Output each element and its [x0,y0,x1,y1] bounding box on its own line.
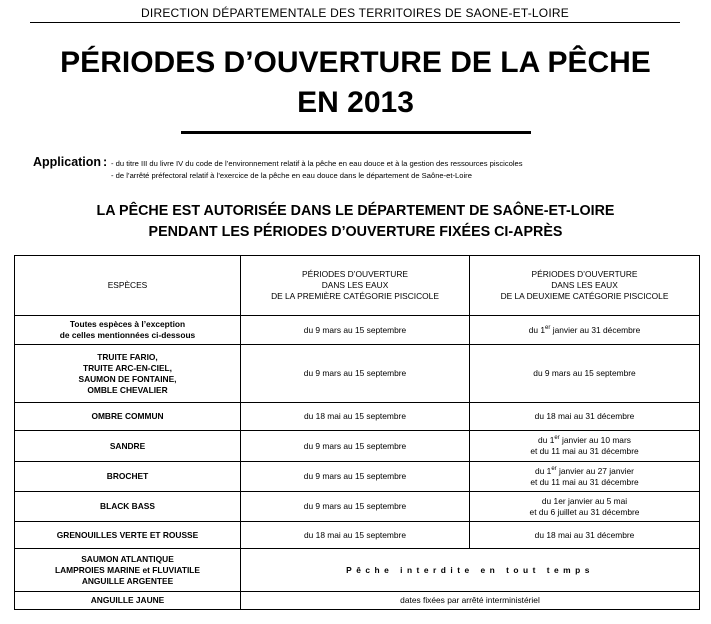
second-category-cell: du 1er janvier au 27 janvier et du 11 mai au 31 décembre [470,462,700,492]
interministerial-dates-cell: dates fixées par arrêté interministériel [241,592,700,610]
second-category-cell: du 9 mars au 15 septembre [470,345,700,403]
fishing-periods-table [14,255,700,610]
subtitle-line2: PENDANT LES PÉRIODES D’OUVERTURE FIXÉES CI-APRÈS [148,224,563,240]
application-item: - du titre III du livre IV du code de l’environnement relatif à la pêche en eau douce et à la gestion des ressources piscicoles [111,159,523,168]
species-cell: SAUMON ATLANTIQUE LAMPROIES MARINE et FLUVIATILE ANGUILLE ARGENTEE [15,549,241,592]
table-row [15,492,700,522]
species-cell: SANDRE [15,431,241,462]
table-row [15,549,700,592]
species-cell: BROCHET [15,462,241,492]
document-title-line2: EN 2013 [297,86,414,119]
administration-header: DIRECTION DÉPARTEMENTALE DES TERRITOIRES DE SAONE-ET-LOIRE [30,6,680,23]
species-cell: Toutes espèces à l’exception de celles mentionnées ci-dessous [15,316,241,345]
table-row [15,431,700,462]
first-category-cell: du 9 mars au 15 septembre [241,431,470,462]
table-row [15,403,700,431]
first-category-cell: du 9 mars au 15 septembre [241,492,470,522]
table-row [15,592,700,610]
table-row [15,345,700,403]
table-row [15,462,700,492]
species-cell: BLACK BASS [15,492,241,522]
table-row [15,316,700,345]
application-items [111,158,523,182]
first-category-cell: du 18 mai au 15 septembre [241,403,470,431]
species-cell: GRENOUILLES VERTE ET ROUSSE [15,522,241,549]
first-category-cell: du 9 mars au 15 septembre [241,345,470,403]
species-cell: ANGUILLE JAUNE [15,592,241,610]
second-category-cell: du 1er janvier au 5 mai et du 6 juillet au 31 décembre [470,492,700,522]
second-category-cell: du 18 mai au 31 décembre [470,522,700,549]
species-cell: OMBRE COMMUN [15,403,241,431]
application-label: Application [33,155,102,169]
second-category-cell: du 1er janvier au 10 mars et du 11 mai au 31 décembre [470,431,700,462]
header-second-category: PÉRIODES D’OUVERTURE DANS LES EAUX DE LA DEUXIEME CATÉGORIE PISCICOLE [470,256,700,316]
document-title-line1: PÉRIODES D’OUVERTURE DE LA PÊCHE [60,46,651,79]
second-category-cell: du 18 mai au 31 décembre [470,403,700,431]
application-colon: : [103,155,108,169]
first-category-cell: du 9 mars au 15 septembre [241,462,470,492]
subtitle-line1: LA PÊCHE EST AUTORISÉE DANS LE DÉPARTEMENT DE SAÔNE-ET-LOIRE [96,203,615,219]
title-underline [181,131,531,134]
application-item: - de l’arrêté préfectoral relatif à l’exercice de la pêche en eau douce dans le département de Saône-et-Loire [111,171,472,180]
table-row [15,522,700,549]
second-category-cell: du 1er janvier au 31 décembre [470,316,700,345]
table-header-row [15,256,700,316]
first-category-cell: du 18 mai au 15 septembre [241,522,470,549]
header-species: ESPÈCES [15,256,241,316]
species-cell: TRUITE FARIO, TRUITE ARC-EN-CIEL, SAUMON DE FONTAINE, OMBLE CHEVALIER [15,345,241,403]
header-first-category: PÉRIODES D’OUVERTURE DANS LES EAUX DE LA PREMIÈRE CATÉGORIE PISCICOLE [241,256,470,316]
first-category-cell: du 9 mars au 15 septembre [241,316,470,345]
fishing-banned-cell: Pêche interdite en tout temps [241,549,700,592]
